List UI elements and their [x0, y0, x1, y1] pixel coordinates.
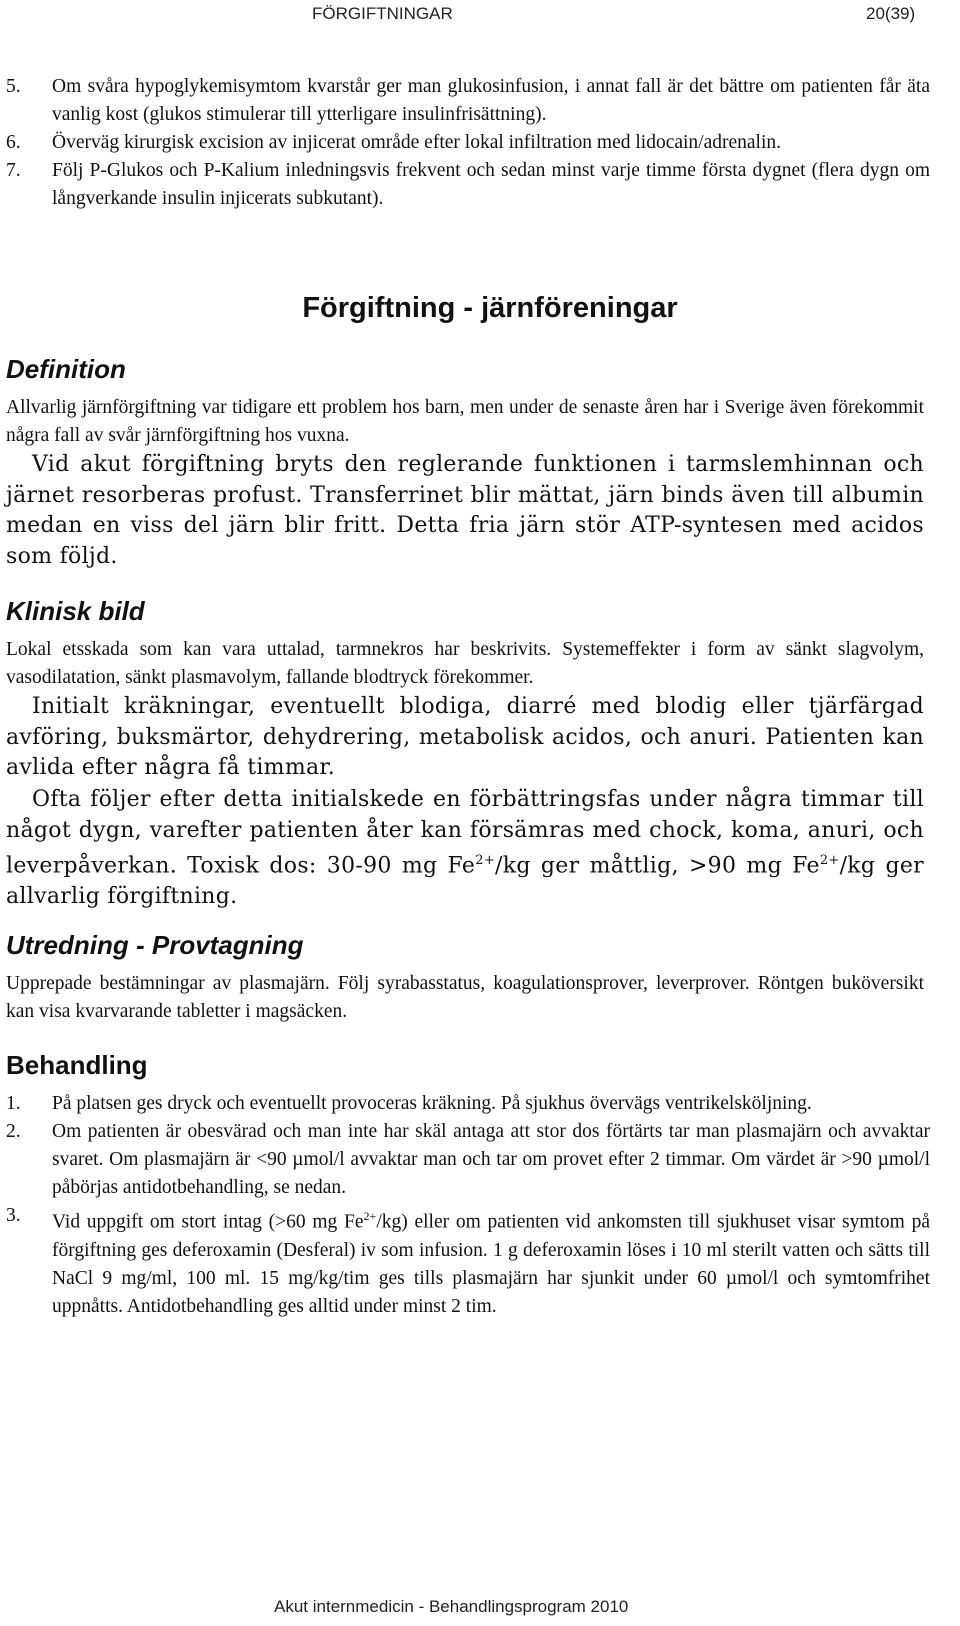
heading-klinisk-bild: Klinisk bild — [6, 596, 145, 626]
chapter-title: Förgiftning - järnföreningar — [302, 292, 678, 324]
klinisk-text-b: /kg ger måttlig, >90 mg Fe — [495, 853, 820, 879]
list-text: Följ P-Glukos och P-Kalium inledningsvis frekvent och sedan minst varje timme första dygnet (flera dygn om långverkande insulin injicerats subkutant). — [52, 160, 930, 209]
list-text: Överväg kirurgisk excision av injicerat område efter lokal infiltration med lidocain/adrenalin. — [52, 132, 782, 153]
page-number: 20(39) — [866, 4, 916, 23]
list-number: 6. — [6, 132, 21, 153]
superscript: 2+ — [819, 853, 840, 869]
list-number: 5. — [6, 76, 21, 97]
klinisk-text-c: /kg ger allvarlig förgiftning. — [6, 853, 924, 910]
superscript: 2+ — [475, 853, 496, 869]
klinisk-paragraph-3 — [6, 785, 924, 913]
list-text — [52, 1202, 930, 1321]
utredning-paragraph: Upprepade bestämningar av plasmajärn. Följ syrabasstatus, koagulationsprover, leverprover. Röntgen buköversikt kan visa kvarvarande tabletter i magsäcken. — [6, 973, 924, 1022]
list-item — [6, 73, 930, 129]
list-item — [6, 1090, 930, 1118]
list-text: På platsen ges dryck och eventuellt provoceras kräkning. På sjukhus övervägs ventrikelsköljning. — [52, 1093, 812, 1114]
list-text-a: Vid uppgift om stort intag (>60 mg Fe — [52, 1211, 364, 1233]
heading-definition: Definition — [6, 354, 126, 384]
definition-paragraph-1: Allvarlig järnförgiftning var tidigare ett problem hos barn, men under de senaste åren har i Sverige även förekommit några fall av svår järnförgiftning hos vuxna. — [6, 397, 924, 446]
klinisk-paragraph-1: Lokal etsskada som kan vara uttalad, tarmnekros har beskrivits. Systemeffekter i form av sänkt slagvolym, vasodilatation, sänkt plasmavolym, fallande blodtryck förekommer. — [6, 639, 924, 688]
heading-behandling: Behandling — [6, 1050, 148, 1080]
klinisk-text-a: Ofta följer efter detta initialskede en förbättringsfas under några timmar till något dygn, varefter patienten åter kan försämras med chock, koma, anuri, och leverpåverkan. Toxisk dos: 30-90 mg Fe — [6, 787, 924, 879]
klinisk-paragraph-2: Initialt kräkningar, eventuellt blodiga, diarré med blodig eller tjärfärgad avföring, buksmärtor, dehydrering, metabolisk acidos, och anuri. Patienten kan avlida efter några få timmar. — [6, 694, 924, 781]
heading-utredning: Utredning - Provtagning — [6, 930, 304, 960]
list-item — [6, 1202, 930, 1321]
list-text-b: /kg) eller om patienten vid ankomsten till sjukhuset visar symtom på förgiftning ges deferoxamin (Desferal) iv som infusion. 1 g deferoxamin löses i 10 ml sterilt vatten och sätts till NaCl 9 mg/ml, 100 ml. 15 mg/kg/tim ges tills plasmajärn har sjunkit under 60 µmol/l och symtomfrihet uppnåtts. Antidotbehandling ges alltid under minst 2 tim. — [52, 1211, 930, 1317]
list-number: 3. — [6, 1205, 21, 1226]
list-number: 1. — [6, 1093, 21, 1114]
superscript: 2+ — [363, 1209, 377, 1223]
list-text: Om patienten är obesvärad och man inte har skäl antaga att stor dos förtärts tar man plasmajärn och avvaktar svaret. Om plasmajärn är <90 µmol/l avvaktar man och tar om provet efter 2 timmar. Om värdet är >90 µmol/l påbörjas antidotbehandling, se nedan. — [52, 1121, 930, 1198]
running-header-title: FÖRGIFTNINGAR — [312, 4, 453, 23]
list-number: 2. — [6, 1121, 21, 1142]
running-footer: Akut internmedicin - Behandlingsprogram 2010 — [274, 1597, 629, 1616]
previous-section-list — [6, 73, 930, 213]
list-text: Om svåra hypoglykemisymtom kvarstår ger man glukosinfusion, i annat fall är det bättre om patienten får äta vanlig kost (glukos stimulerar till ytterligare insulinfrisättning). — [52, 76, 930, 125]
list-item — [6, 1118, 930, 1202]
behandling-list — [6, 1090, 930, 1321]
list-number: 7. — [6, 160, 21, 181]
list-item — [6, 129, 930, 157]
definition-paragraph-2: Vid akut förgiftning bryts den reglerande funktionen i tarmslemhinnan och järnet resorberas profust. Transferrinet blir mättat, järn binds även till albumin medan en viss del järn blir fritt. Detta fria järn stör ATP-syntesen med acidos som följd. — [6, 452, 924, 569]
list-item — [6, 157, 930, 213]
